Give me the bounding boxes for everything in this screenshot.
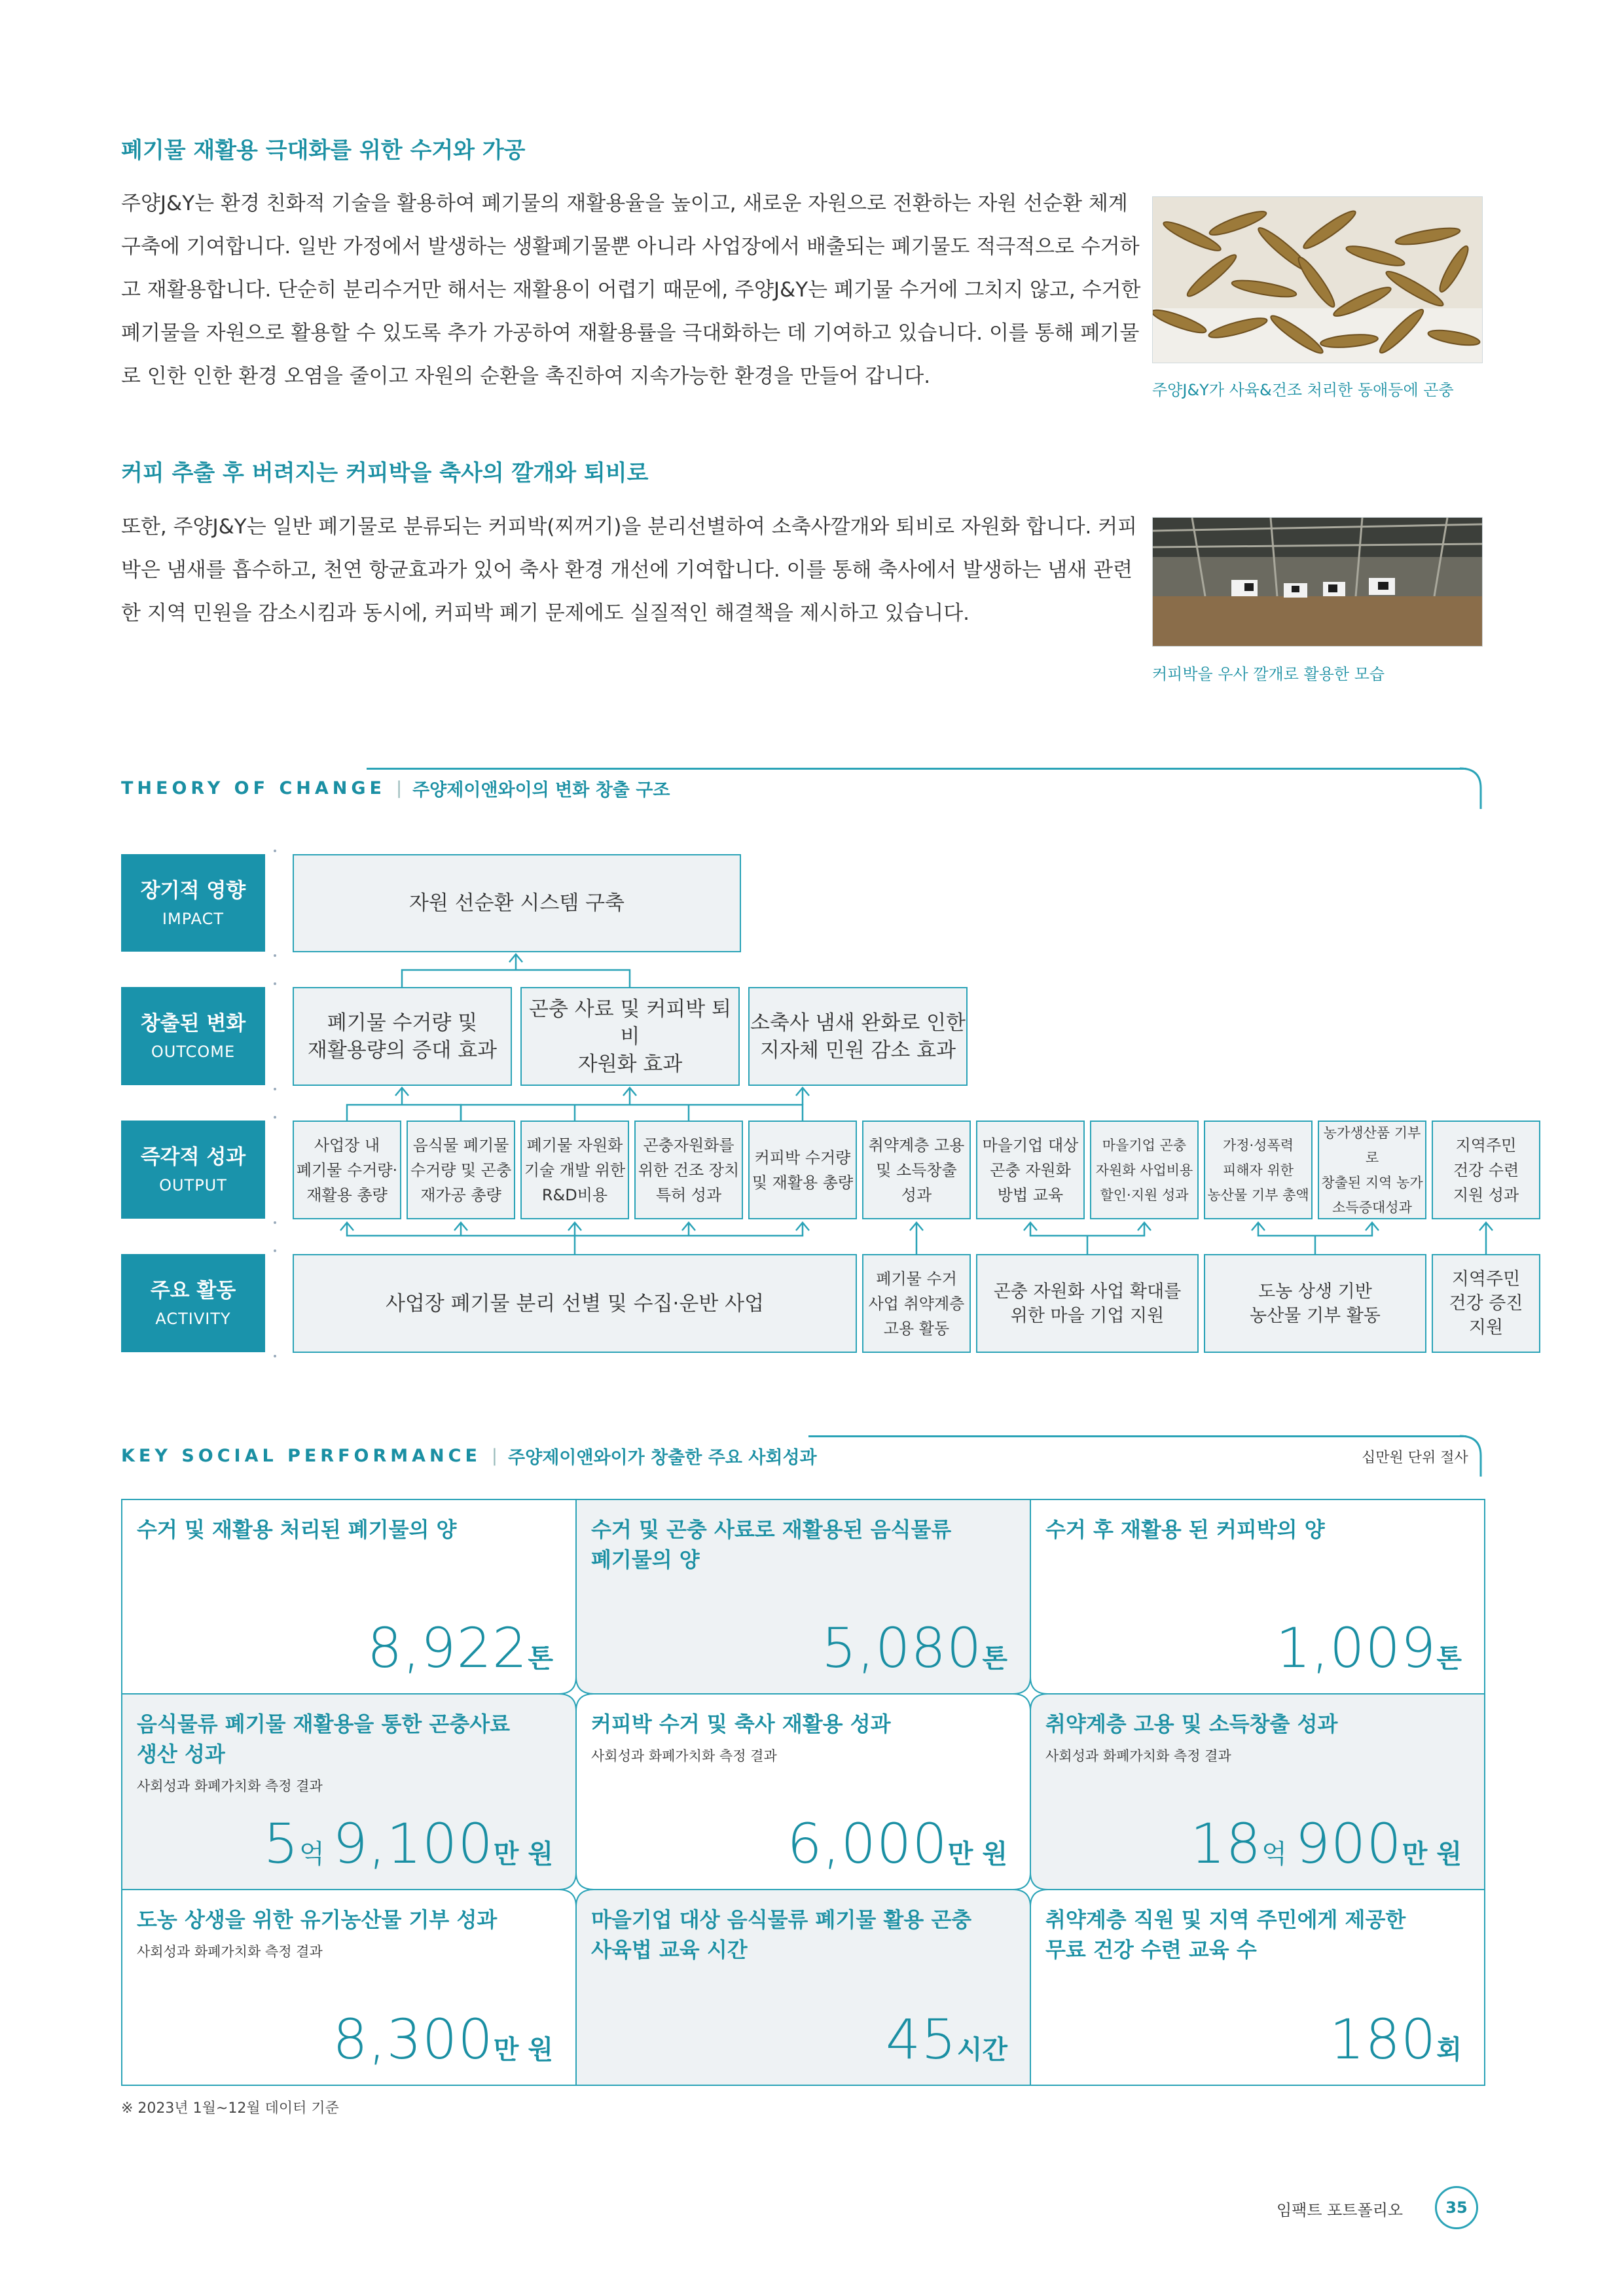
activity-text: 사업장 폐기물 분리 선별 및 수집·운반 사업 [385, 1291, 765, 1316]
kpi-number: 9,100 [333, 1812, 494, 1876]
kpi-title: 취약계층 고용 및 소득창출 성과 [1045, 1712, 1338, 1736]
kpi-unit: 만 원 [493, 2035, 553, 2065]
kpi-number: 1,009 [1275, 1616, 1437, 1680]
kpi-number: 18 [1190, 1812, 1262, 1876]
output-text: 농가생산품 기부로 창출된 지역 농가 소득증대성과 [1321, 1124, 1423, 1215]
kpi-number: 180 [1330, 2007, 1437, 2072]
ksp-header [121, 1443, 817, 1469]
output-text: 마을기업 곤충 자원화 사업비용 할인·지원 성과 [1095, 1137, 1193, 1203]
kpi-unit: 회 [1436, 2035, 1462, 2065]
kpi-number: 8,922 [367, 1616, 528, 1680]
footnote: ※ 2023년 1월~12월 데이터 기준 [121, 2100, 339, 2117]
section1-body: 주양J&Y는 환경 친화적 기술을 활용하여 폐기물의 재활용율을 높이고, 새로운 자원으로 전환하는 자원 선순환 체계 구축에 기여합니다. 일반 가정에서 발생하는 생활폐기물뿐 아니라 사업장에서 배출되는 폐기물도 적극적으로 수거하고 재활용합니다. 단순히 분리수거만 해서는 재활용이 어렵기 때문에, 주양J&Y는 폐기물 수거에 그치지 않고, 수거한 폐기물을 자원으로 활용할 수 있도록 추가 가공하여 재활용률을 극대화하는 데 기여하고 있습니다. 이를 통해 폐기물로 인한 인한 환경 오염을 줄이고 자원의 순환을 촉진하여 지속가능한 환경을 만들어 갑니다. [121, 192, 1141, 388]
outcome-text: 소축사 냄새 완화로 인한 지자체 민원 감소 효과 [750, 1011, 966, 1062]
kpi-number: 8,300 [333, 2007, 494, 2072]
outcome-text: 폐기물 수거량 및 재활용량의 증대 효과 [307, 1011, 498, 1062]
kpi-title: 취약계층 직원 및 지역 주민에게 제공한 무료 건강 수련 교육 수 [1045, 1907, 1406, 1962]
kpi-number: 900 [1295, 1812, 1402, 1876]
kpi-number: 6,000 [787, 1812, 948, 1876]
kpi-unit: 톤 [1436, 1643, 1462, 1674]
output-text: 폐기물 자원화 기술 개발 위한 R&D비용 [524, 1136, 626, 1204]
toc-subtitle: 주양제이앤와이의 변화 창출 구조 [412, 780, 670, 800]
output-text: 취약계층 고용 및 소득창출 성과 [868, 1136, 965, 1204]
activity-text: 곤충 자원화 사업 확대를 위한 마을 기업 지원 [993, 1281, 1182, 1326]
kpi-unit: 만 원 [1402, 1839, 1462, 1869]
kpi-number: 45 [885, 2007, 957, 2072]
impact-text: 자원 선순환 시스템 구축 [408, 891, 625, 915]
grid-ornaments [121, 1499, 1485, 2086]
kpi-number: 5 [263, 1812, 299, 1876]
row-label-outcome-ko: 창출된 변화 [140, 1012, 246, 1035]
kpi-note: 사회성과 화폐가치화 측정 결과 [137, 1778, 323, 1794]
outcome-text: 곤충 사료 및 커피박 퇴비 자원화 효과 [529, 997, 731, 1076]
row-label-activity-ko: 주요 활동 [150, 1279, 236, 1302]
activity-text: 도농 상생 기반 농산물 기부 활동 [1250, 1281, 1381, 1326]
row-label-activity-en: ACTIVITY [155, 1310, 231, 1328]
ksp-grid [121, 1499, 1485, 2086]
row-label-outcome-en: OUTCOME [151, 1043, 236, 1061]
activity-text: 폐기물 수거 사업 취약계층 고용 활동 [868, 1269, 965, 1338]
ksp-divider: | [491, 1446, 498, 1466]
kpi-note: 사회성과 화폐가치화 측정 결과 [137, 1944, 323, 1960]
row-label-impact-en: IMPACT [162, 910, 225, 928]
kpi-title: 커피박 수거 및 축사 재활용 성과 [591, 1712, 891, 1736]
kpi-note: 사회성과 화폐가치화 측정 결과 [591, 1748, 777, 1764]
output-text: 곤충자원화를 위한 건조 장치 특허 성과 [638, 1136, 740, 1204]
insect-photo-caption: 주양J&Y가 사육&건조 처리한 동애등에 곤충 [1152, 381, 1454, 399]
output-text: 마을기업 대상 곤충 자원화 방법 교육 [982, 1136, 1079, 1204]
kpi-title: 수거 후 재활용 된 커피박의 양 [1045, 1517, 1325, 1542]
section2-body: 또한, 주양J&Y는 일반 폐기물로 분류되는 커피박(찌꺼기)을 분리선별하여 소축사깔개와 퇴비로 자원화 합니다. 커피박은 냄새를 흡수하고, 천연 항균효과가 있어 축사 환경 개선에 기여합니다. 이를 통해 축사에서 발생하는 냄새 관련한 지역 민원을 감소시킴과 동시에, 커피박 폐기 문제에도 실질적인 해결책을 제시하고 있습니다. [121, 515, 1138, 625]
activity-text: 지역주민 건강 증진 지원 [1449, 1269, 1523, 1338]
toc-title: THEORY OF CHANGE [121, 778, 386, 798]
kpi-unit: 억 [1261, 1839, 1296, 1869]
output-text: 음식물 폐기물 수거량 및 곤충 재가공 총량 [410, 1136, 512, 1204]
kpi-title: 마을기업 대상 음식물류 폐기물 활용 곤충 사육법 교육 시간 [591, 1907, 972, 1962]
ksp-rule-corner [1459, 1433, 1485, 1479]
kpi-title: 도농 상생을 위한 유기농산물 기부 성과 [137, 1907, 498, 1932]
ksp-title: KEY SOCIAL PERFORMANCE [121, 1446, 481, 1466]
page-number-text: 35 [1445, 2198, 1468, 2217]
output-text: 사업장 내 폐기물 수거량· 재활용 총량 [296, 1136, 398, 1204]
barn-photo-caption: 커피박을 우사 깔개로 활용한 모습 [1152, 665, 1385, 683]
ksp-subtitle: 주양제이앤와이가 창출한 주요 사회성과 [508, 1448, 817, 1468]
section2-title: 커피 추출 후 버려지는 커피박을 축사의 깔개와 퇴비로 [121, 460, 649, 486]
footer-label: 임팩트 포트폴리오 [1277, 2201, 1404, 2219]
output-text: 커피박 수거량 및 재활용 총량 [752, 1148, 854, 1192]
kpi-title: 수거 및 재활용 처리된 폐기물의 양 [137, 1517, 457, 1542]
row-label-output-ko: 즉각적 성과 [140, 1145, 246, 1169]
kpi-unit: 톤 [528, 1643, 553, 1674]
kpi-unit: 시간 [956, 2035, 1007, 2065]
kpi-note: 사회성과 화폐가치화 측정 결과 [1045, 1748, 1231, 1764]
page-number [1435, 2186, 1478, 2229]
section1-title: 폐기물 재활용 극대화를 위한 수거와 가공 [121, 137, 526, 164]
kpi-unit: 만 원 [947, 1839, 1007, 1869]
output-text: 가정·성폭력 피해자 위한 농산물 기부 총액 [1207, 1137, 1309, 1203]
row-label-output-en: OUTPUT [159, 1176, 227, 1194]
kpi-number: 5,080 [821, 1616, 983, 1680]
kpi-unit: 만 원 [493, 1839, 553, 1869]
kpi-title: 음식물류 폐기물 재활용을 통한 곤충사료 생산 성과 [137, 1712, 511, 1767]
kpi-unit: 억 [299, 1839, 333, 1869]
kpi-title: 수거 및 곤충 사료로 재활용된 음식물류 폐기물의 양 [591, 1517, 952, 1572]
ksp-unit-note: 십만원 단위 절사 [1362, 1450, 1468, 1466]
output-text: 지역주민 건강 수련 지원 성과 [1453, 1136, 1519, 1204]
row-label-impact-ko: 장기적 영향 [140, 879, 246, 903]
ksp-rule [808, 1435, 1466, 1437]
kpi-unit: 톤 [982, 1643, 1007, 1674]
toc-divider: | [395, 778, 403, 798]
